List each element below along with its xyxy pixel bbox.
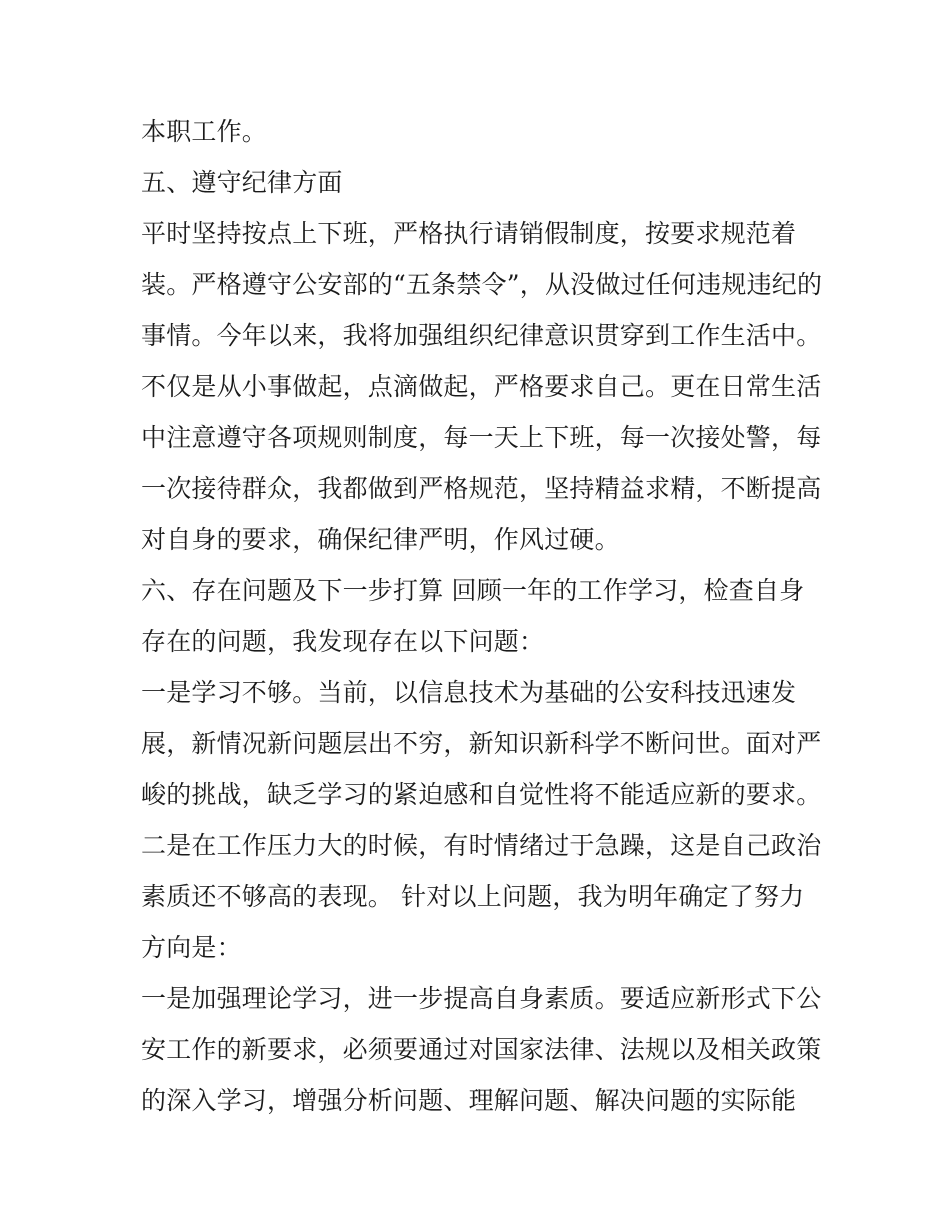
text-line: 一次接待群众，我都做到严格规范，坚持精益求精，不断提高 — [141, 474, 822, 503]
text-line: 平时坚持按点上下班，严格执行请销假制度，按要求规范着 — [141, 219, 797, 248]
text-line: 展，新情况新问题层出不穷，新知识新科学不断问世。面对严 — [141, 729, 822, 758]
text-line: 存在的问题，我发现存在以下问题： — [141, 627, 545, 656]
section-heading-discipline: 五、遵守纪律方面 — [141, 168, 343, 197]
text-line: 的深入学习，增强分析问题、理解问题、解决问题的实际能 — [141, 1086, 797, 1115]
text-line: 安工作的新要求，必须要通过对国家法律、法规以及相关政策 — [141, 1035, 822, 1064]
text-line: 事情。今年以来，我将加强组织纪律意识贯穿到工作生活中。 — [141, 321, 822, 350]
text-line: 峻的挑战，缺乏学习的紧迫感和自觉性将不能适应新的要求。 — [141, 780, 822, 809]
document-body — [141, 106, 821, 1126]
text-line: 二是在工作压力大的时候，有时情绪过于急躁，这是自己政治 — [141, 831, 822, 860]
text-line: 一是学习不够。当前，以信息技术为基础的公安科技迅速发 — [141, 678, 797, 707]
text-line: 中注意遵守各项规则制度，每一天上下班，每一次接处警，每 — [141, 423, 822, 452]
text-line: 方向是： — [141, 933, 242, 962]
text-line: 一是加强理论学习，进一步提高自身素质。要适应新形式下公 — [141, 984, 822, 1013]
text-line: 不仅是从小事做起，点滴做起，严格要求自己。更在日常生活 — [141, 372, 822, 401]
section-heading-problems: 六、存在问题及下一步打算 回顾一年的工作学习，检查自身 — [141, 576, 805, 605]
text-line: 本职工作。 — [141, 117, 268, 146]
text-line: 对自身的要求，确保纪律严明，作风过硬。 — [141, 525, 620, 554]
text-line: 素质还不够高的表现。 针对以上问题，我为明年确定了努力 — [141, 882, 805, 911]
text-line: 装。严格遵守公安部的“五条禁令”，从没做过任何违规违纪的 — [141, 270, 823, 299]
